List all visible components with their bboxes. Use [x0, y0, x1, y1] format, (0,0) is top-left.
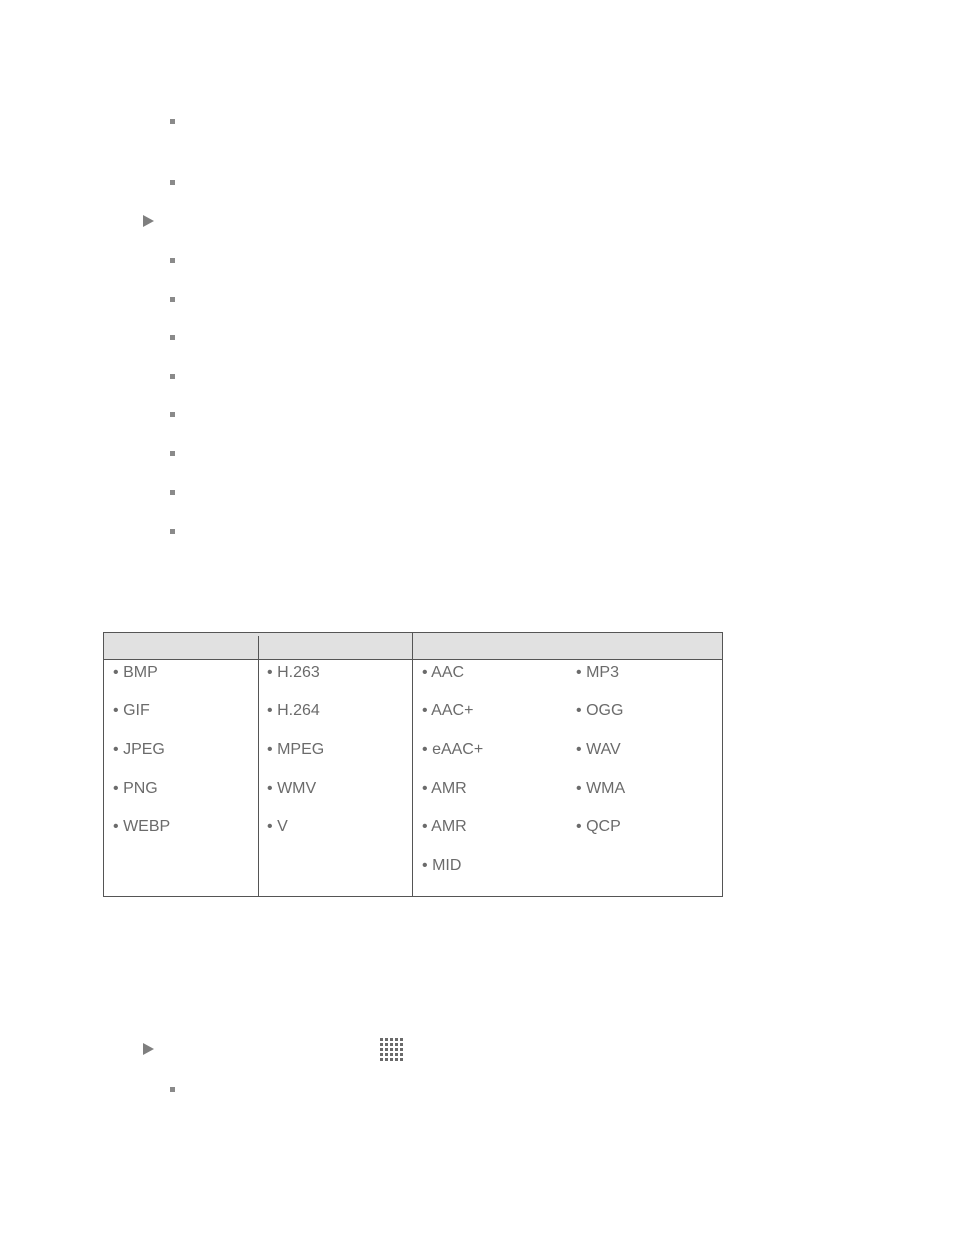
format-item-ogg: • OGG — [576, 702, 624, 719]
format-item-amr: • AMR — [422, 780, 467, 797]
format-item-wma: • WMA — [576, 780, 626, 797]
format-item-gif: • GIF — [113, 702, 150, 719]
apps-grid-icon — [380, 1038, 406, 1064]
format-item-h264: • H.264 — [267, 702, 320, 719]
supported-formats-table — [103, 632, 723, 897]
square-bullet-icon — [170, 374, 175, 379]
column-divider — [412, 633, 413, 896]
format-item-v: • V — [267, 818, 288, 835]
square-bullet-icon — [170, 529, 175, 534]
square-bullet-icon — [170, 1087, 175, 1092]
format-item-mpeg: • MPEG — [267, 741, 325, 758]
square-bullet-icon — [170, 119, 175, 124]
column-divider — [258, 636, 259, 896]
format-item-jpeg: • JPEG — [113, 741, 165, 758]
square-bullet-icon — [170, 180, 175, 185]
step-arrow-icon — [143, 215, 154, 227]
format-item-webp: • WEBP — [113, 818, 171, 835]
format-item-aac-plus: • AAC+ — [422, 702, 474, 719]
table-header-row — [104, 633, 722, 660]
square-bullet-icon — [170, 490, 175, 495]
format-item-wmv: • WMV — [267, 780, 317, 797]
format-item-h263: • H.263 — [267, 664, 320, 681]
format-item-qcp: • QCP — [576, 818, 621, 835]
square-bullet-icon — [170, 297, 175, 302]
format-item-png: • PNG — [113, 780, 158, 797]
square-bullet-icon — [170, 412, 175, 417]
step-arrow-icon — [143, 1043, 154, 1055]
square-bullet-icon — [170, 451, 175, 456]
square-bullet-icon — [170, 335, 175, 340]
format-item-wav: • WAV — [576, 741, 621, 758]
format-item-eaac-plus: • eAAC+ — [422, 741, 484, 758]
square-bullet-icon — [170, 258, 175, 263]
format-item-aac: • AAC — [422, 664, 465, 681]
format-item-bmp: • BMP — [113, 664, 158, 681]
format-item-mid: • MID — [422, 857, 462, 874]
format-item-mp3: • MP3 — [576, 664, 619, 681]
format-item-amr-2: • AMR — [422, 818, 467, 835]
